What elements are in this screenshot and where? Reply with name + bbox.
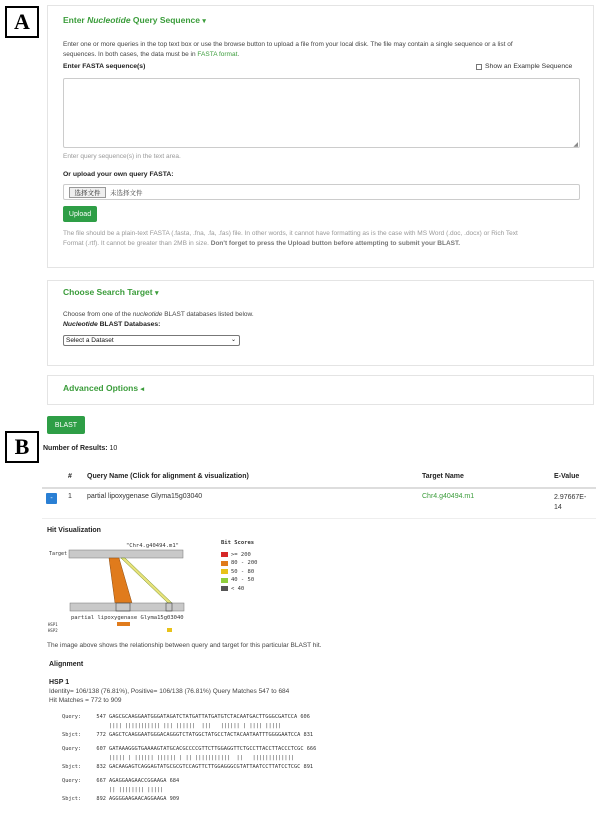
match-line: || |||||||| ||||| — [109, 787, 164, 793]
legend-swatch — [221, 569, 228, 574]
match-line: ||||| | |||||| |||||| | || ||||||||||| || ||||||||||||| — [109, 755, 294, 761]
target-name-label: "Chr4.g40494.m1" — [126, 543, 179, 549]
col-query: Query Name (Click for alignment & visualization) — [83, 466, 418, 488]
hit-visualization-title: Hit Visualization — [47, 527, 101, 534]
legend-swatch — [221, 552, 228, 557]
choose-file-button[interactable]: 选择文件 — [69, 187, 106, 198]
db-label: Nucleotide BLAST Databases: — [63, 321, 161, 328]
hsp1-track-mark — [117, 622, 130, 626]
query-name-label: partial lipoxygenase Glyma15g03040 — [71, 615, 184, 621]
legend-item: < 40 — [221, 585, 258, 594]
identity-line: Identity= 106/138 (76.81%), Positive= 106/138 (76.81%) Query Matches 547 to 684 — [49, 688, 290, 695]
legend-title: Bit Scores — [221, 540, 255, 547]
results-table — [42, 466, 596, 519]
visualization-caption: The image above shows the relationship between query and target for this particular BLAST hit. — [47, 642, 322, 649]
hsp2-track-mark — [167, 628, 172, 632]
search-target-desc: Choose from one of the nucleotide BLAST databases listed below. — [63, 311, 254, 318]
results-count: Number of Results: 10 — [43, 445, 118, 452]
advanced-options-section — [47, 375, 594, 405]
query-line: Query: 547 GAGCGCAAGGAATGGGATAGATCTATGATTATGATGTCTACAATGACTTGGGCGATCCA 606 — [62, 714, 310, 720]
caret-down-icon: ▾ — [202, 18, 206, 25]
alignment-group — [62, 714, 582, 746]
col-evalue: E-Value — [550, 466, 596, 488]
panel-label-b: B — [5, 431, 39, 463]
hit-visualization-graphic — [46, 537, 296, 639]
row-target-link[interactable]: Chr4.g40494.m1 — [418, 488, 550, 518]
query-line: Query: 667 AGAGGAAGAACCGGAAGA 684 — [62, 778, 180, 784]
legend-swatch — [221, 578, 228, 583]
legend-item: >= 200 — [221, 551, 258, 560]
query-section-title[interactable]: Enter Nucleotide Query Sequence ▾ — [63, 15, 206, 25]
bit-score-legend — [221, 539, 258, 593]
fasta-format-link[interactable]: FASTA format — [197, 51, 238, 58]
file-input[interactable] — [63, 184, 580, 200]
search-target-section — [47, 280, 594, 366]
example-checkbox[interactable] — [476, 64, 482, 70]
legend-item: 40 - 50 — [221, 576, 258, 585]
blast-button[interactable]: BLAST — [47, 416, 85, 434]
resize-handle-icon[interactable]: ◢ — [573, 142, 578, 148]
collapse-toggle-button[interactable]: - — [46, 493, 57, 504]
upload-note: The file should be a plain-text FASTA (.fasta, .fna, .fa, .fas) file. In other words, it cannot have formatting as is the case with MS Word (.doc, .docx) or Rich Text Format (.rtf). It cannot be greater than 2MB in size. Don't forget to press the Upload button before attempting to submit your BLAST. — [63, 230, 518, 247]
upload-label: Or upload your own query FASTA: — [63, 171, 174, 178]
alignment-title: Alignment — [49, 661, 84, 668]
sbjct-line: Sbjct: 772 GAGCTCAAGGAATGGGACAGGGTCTATGGCTATGCCTACTACAATAATTTGGGGAATCCA 831 — [62, 732, 314, 738]
legend-swatch — [221, 586, 228, 591]
file-status: 未选择文件 — [110, 190, 143, 197]
query-intro: Enter one or more queries in the top text box or use the browse button to upload a file from your local disk. The file may contain a single sequence or a list of sequences. In both cases, the data must be in FASTA format. — [63, 41, 513, 58]
target-axis-label: Target — [49, 551, 68, 557]
legend-item: 50 - 80 — [221, 568, 258, 577]
fasta-textarea[interactable] — [63, 78, 580, 148]
fasta-label: Enter FASTA sequence(s) — [63, 63, 146, 70]
alignment-group — [62, 778, 582, 810]
legend-item: 80 - 200 — [221, 559, 258, 568]
sbjct-line: Sbjct: 832 GACAAGAGTCAGGAGTATGCGCGTCCAGTTCTTGGAGGGCGTATTAATCCTTATCCTCGC 891 — [62, 764, 314, 770]
hsp2-label: HSP2 — [48, 628, 58, 633]
query-line: Query: 607 GATAAAGGGTGAAAAGTATGCACGCCCCGTTCTTGGAGGTTCTGCCTTACCTTACCCTCGC 666 — [62, 746, 317, 752]
panel-label-a: A — [5, 6, 39, 38]
caret-left-icon: ◂ — [140, 386, 144, 393]
alignment-group — [62, 746, 582, 778]
row-query[interactable]: partial lipoxygenase Glyma15g03040 — [83, 488, 418, 518]
advanced-options-title[interactable]: Advanced Options ◂ — [63, 383, 144, 393]
caret-down-icon: ▾ — [154, 290, 159, 297]
target-bar — [69, 550, 183, 558]
row-num: 1 — [64, 488, 83, 518]
results-header-row — [42, 466, 596, 488]
hit-matches-line: Hit Matches = 772 to 909 — [49, 697, 122, 704]
alignment-block — [62, 714, 582, 810]
col-num: # — [64, 466, 83, 488]
row-evalue: 2.97667E- 14 — [550, 488, 596, 518]
chevron-down-icon: ⌄ — [230, 337, 236, 343]
col-target: Target Name — [418, 466, 550, 488]
match-line: |||| ||||||||||| ||| |||||| ||| |||||| | |||| ||||| — [109, 723, 282, 729]
upload-button[interactable]: Upload — [63, 206, 97, 222]
example-checkbox-row[interactable]: Show an Example Sequence — [476, 63, 572, 70]
hsp-title: HSP 1 — [49, 679, 70, 686]
sbjct-line: Sbjct: 892 AGGGGAAGAACAGGAAGA 909 — [62, 796, 180, 802]
table-row[interactable] — [42, 488, 596, 518]
dataset-select[interactable]: Select a Dataset ⌄ — [63, 335, 240, 346]
col-toggle — [42, 466, 64, 488]
textarea-hint: Enter query sequence(s) in the text area. — [63, 153, 181, 160]
query-bar — [70, 603, 184, 611]
search-target-title[interactable]: Choose Search Target ▾ — [63, 287, 159, 297]
hsp1-label: HSP1 — [48, 622, 58, 627]
legend-swatch — [221, 561, 228, 566]
query-section — [47, 5, 594, 268]
row-toggle-cell — [42, 488, 64, 518]
